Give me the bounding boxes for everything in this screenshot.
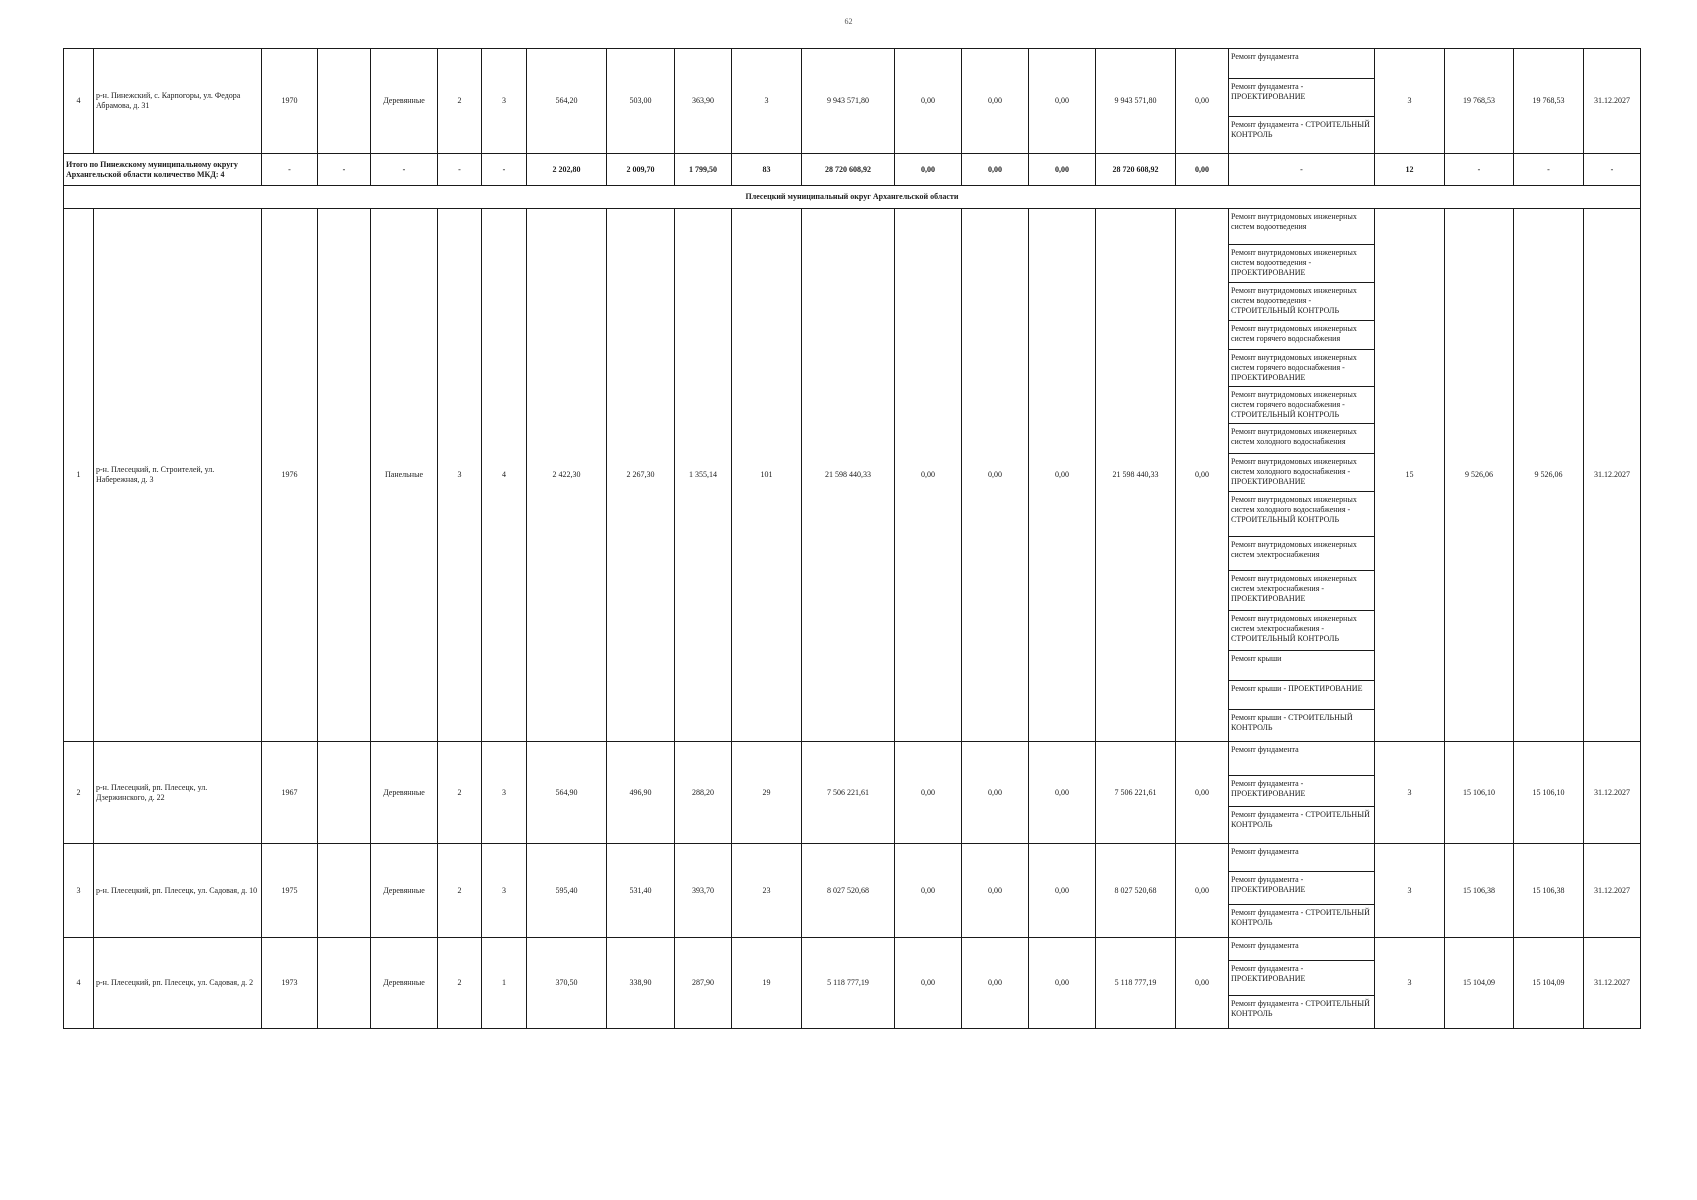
work-item: Ремонт внутридомовых инженерных систем горячего водоснабжения - ПРОЕКТИРОВАНИЕ	[1229, 350, 1375, 387]
work-count: 3	[1375, 742, 1445, 844]
floor-count: 3	[438, 209, 482, 742]
total-work-count: 12	[1375, 154, 1445, 186]
total-fund-a: 0,00	[895, 154, 962, 186]
work-item: Ремонт фундамента - СТРОИТЕЛЬНЫЙ КОНТРОЛЬ	[1229, 905, 1375, 938]
residential-area: 288,20	[675, 742, 732, 844]
row-number: 3	[64, 844, 94, 938]
fund-d: 21 598 440,33	[1096, 209, 1176, 742]
table-row	[64, 742, 1641, 776]
work-item: Ремонт фундамента	[1229, 49, 1375, 79]
floor-count: 2	[438, 49, 482, 154]
fund-d: 5 118 777,19	[1096, 938, 1176, 1029]
total-area: 564,90	[527, 742, 607, 844]
fund-e: 0,00	[1176, 49, 1229, 154]
total-dash: -	[482, 154, 527, 186]
total-cost: 7 506 221,61	[802, 742, 895, 844]
fund-b: 0,00	[962, 844, 1029, 938]
work-item: Ремонт внутридомовых инженерных систем электроснабжения - СТРОИТЕЛЬНЫЙ КОНТРОЛЬ	[1229, 611, 1375, 651]
work-item: Ремонт внутридомовых инженерных систем холодного водоснабжения - ПРОЕКТИРОВАНИЕ	[1229, 454, 1375, 492]
work-item: Ремонт фундамента - ПРОЕКТИРОВАНИЕ	[1229, 961, 1375, 996]
work-item: Ремонт фундамента	[1229, 742, 1375, 776]
year-built: 1967	[262, 742, 318, 844]
completion-date: 31.12.2027	[1584, 938, 1641, 1029]
total-dash: -	[1445, 154, 1514, 186]
work-count: 15	[1375, 209, 1445, 742]
work-item: Ремонт внутридомовых инженерных систем холодного водоснабжения - СТРОИТЕЛЬНЫЙ КОНТРОЛЬ	[1229, 492, 1375, 537]
total-area: 2 422,30	[527, 209, 607, 742]
total-label: Итого по Пинежскому муниципальному округу Архангельской области количество МКД: 4	[64, 154, 262, 186]
completion-date: 31.12.2027	[1584, 49, 1641, 154]
address: р-н. Пинежский, с. Карпогоры, ул. Федора Абрамова, д. 31	[94, 49, 262, 154]
unit-cost: 9 526,06	[1445, 209, 1514, 742]
total-area-residential: 1 799,50	[675, 154, 732, 186]
year-renovated	[318, 49, 371, 154]
work-item: Ремонт фундамента	[1229, 844, 1375, 872]
entrance-count: 1	[482, 938, 527, 1029]
fund-a: 0,00	[895, 938, 962, 1029]
work-item: Ремонт фундамента - СТРОИТЕЛЬНЫЙ КОНТРОЛЬ	[1229, 807, 1375, 844]
work-item: Ремонт крыши - СТРОИТЕЛЬНЫЙ КОНТРОЛЬ	[1229, 710, 1375, 742]
fund-c: 0,00	[1029, 49, 1096, 154]
fund-c: 0,00	[1029, 844, 1096, 938]
total-cost: 5 118 777,19	[802, 938, 895, 1029]
row-number: 2	[64, 742, 94, 844]
work-count: 3	[1375, 49, 1445, 154]
section-title: Плесецкий муниципальный округ Архангельской области	[64, 186, 1641, 209]
fund-e: 0,00	[1176, 209, 1229, 742]
max-unit-cost: 15 106,38	[1514, 844, 1584, 938]
work-item: Ремонт крыши	[1229, 651, 1375, 681]
work-item: Ремонт фундамента - СТРОИТЕЛЬНЫЙ КОНТРОЛЬ	[1229, 996, 1375, 1029]
wall-material: Деревянные	[371, 742, 438, 844]
year-renovated	[318, 844, 371, 938]
page-number: 62	[844, 17, 853, 26]
fund-b: 0,00	[962, 938, 1029, 1029]
year-built: 1976	[262, 209, 318, 742]
year-built: 1970	[262, 49, 318, 154]
work-item: Ремонт фундамента - ПРОЕКТИРОВАНИЕ	[1229, 872, 1375, 905]
work-item: Ремонт внутридомовых инженерных систем водоотведения - СТРОИТЕЛЬНЫЙ КОНТРОЛЬ	[1229, 283, 1375, 321]
table-row	[64, 49, 1641, 79]
total-dash: -	[438, 154, 482, 186]
total-fund-b: 0,00	[962, 154, 1029, 186]
work-item: Ремонт внутридомовых инженерных систем горячего водоснабжения - СТРОИТЕЛЬНЫЙ КОНТРОЛЬ	[1229, 387, 1375, 424]
total-area: 564,20	[527, 49, 607, 154]
total-cost: 8 027 520,68	[802, 844, 895, 938]
wall-material: Панельные	[371, 209, 438, 742]
total-fund-d: 28 720 608,92	[1096, 154, 1176, 186]
max-unit-cost: 9 526,06	[1514, 209, 1584, 742]
work-item: Ремонт внутридомовых инженерных систем водоотведения - ПРОЕКТИРОВАНИЕ	[1229, 245, 1375, 283]
completion-date: 31.12.2027	[1584, 844, 1641, 938]
work-item: Ремонт внутридомовых инженерных систем холодного водоснабжения	[1229, 424, 1375, 454]
premises-area: 496,90	[607, 742, 675, 844]
table-row	[64, 938, 1641, 961]
wall-material: Деревянные	[371, 938, 438, 1029]
total-fund-e: 0,00	[1176, 154, 1229, 186]
work-item: Ремонт внутридомовых инженерных систем водоотведения	[1229, 209, 1375, 245]
floor-count: 2	[438, 844, 482, 938]
total-cost: 21 598 440,33	[802, 209, 895, 742]
total-residents: 83	[732, 154, 802, 186]
total-dash: -	[371, 154, 438, 186]
address: р-н. Плесецкий, рп. Плесецк, ул. Дзержинского, д. 22	[94, 742, 262, 844]
fund-e: 0,00	[1176, 742, 1229, 844]
fund-e: 0,00	[1176, 938, 1229, 1029]
total-dash: -	[262, 154, 318, 186]
entrance-count: 3	[482, 844, 527, 938]
fund-a: 0,00	[895, 844, 962, 938]
fund-c: 0,00	[1029, 742, 1096, 844]
total-dash: -	[1514, 154, 1584, 186]
resident-count: 23	[732, 844, 802, 938]
table-row	[64, 844, 1641, 872]
fund-d: 8 027 520,68	[1096, 844, 1176, 938]
resident-count: 19	[732, 938, 802, 1029]
row-number: 4	[64, 938, 94, 1029]
total-area: 370,50	[527, 938, 607, 1029]
fund-c: 0,00	[1029, 938, 1096, 1029]
resident-count: 29	[732, 742, 802, 844]
year-built: 1973	[262, 938, 318, 1029]
total-area: 595,40	[527, 844, 607, 938]
unit-cost: 15 106,38	[1445, 844, 1514, 938]
residential-area: 287,90	[675, 938, 732, 1029]
max-unit-cost: 15 104,09	[1514, 938, 1584, 1029]
work-item: Ремонт внутридомовых инженерных систем электроснабжения	[1229, 537, 1375, 571]
fund-a: 0,00	[895, 742, 962, 844]
completion-date: 31.12.2027	[1584, 742, 1641, 844]
fund-b: 0,00	[962, 49, 1029, 154]
entrance-count: 3	[482, 49, 527, 154]
total-dash: -	[318, 154, 371, 186]
premises-area: 2 267,30	[607, 209, 675, 742]
total-area-premises: 2 009,70	[607, 154, 675, 186]
work-item: Ремонт фундамента - ПРОЕКТИРОВАНИЕ	[1229, 776, 1375, 807]
year-renovated	[318, 209, 371, 742]
row-number: 4	[64, 49, 94, 154]
capital-repair-table	[63, 48, 1641, 1029]
entrance-count: 4	[482, 209, 527, 742]
residential-area: 393,70	[675, 844, 732, 938]
floor-count: 2	[438, 938, 482, 1029]
work-item: Ремонт фундамента	[1229, 938, 1375, 961]
address: р-н. Плесецкий, рп. Плесецк, ул. Садовая, д. 2	[94, 938, 262, 1029]
fund-a: 0,00	[895, 209, 962, 742]
resident-count: 101	[732, 209, 802, 742]
wall-material: Деревянные	[371, 844, 438, 938]
address: р-н. Плесецкий, п. Строителей, ул. Набережная, д. 3	[94, 209, 262, 742]
total-area-total: 2 202,80	[527, 154, 607, 186]
address: р-н. Плесецкий, рп. Плесецк, ул. Садовая, д. 10	[94, 844, 262, 938]
premises-area: 338,90	[607, 938, 675, 1029]
completion-date: 31.12.2027	[1584, 209, 1641, 742]
work-item: Ремонт фундамента - ПРОЕКТИРОВАНИЕ	[1229, 79, 1375, 117]
unit-cost: 19 768,53	[1445, 49, 1514, 154]
year-renovated	[318, 742, 371, 844]
total-cost-total: 28 720 608,92	[802, 154, 895, 186]
fund-c: 0,00	[1029, 209, 1096, 742]
fund-a: 0,00	[895, 49, 962, 154]
premises-area: 531,40	[607, 844, 675, 938]
fund-d: 9 943 571,80	[1096, 49, 1176, 154]
fund-d: 7 506 221,61	[1096, 742, 1176, 844]
year-renovated	[318, 938, 371, 1029]
unit-cost: 15 106,10	[1445, 742, 1514, 844]
residential-area: 363,90	[675, 49, 732, 154]
fund-e: 0,00	[1176, 844, 1229, 938]
work-item: Ремонт внутридомовых инженерных систем горячего водоснабжения	[1229, 321, 1375, 350]
max-unit-cost: 15 106,10	[1514, 742, 1584, 844]
entrance-count: 3	[482, 742, 527, 844]
work-item: Ремонт фундамента - СТРОИТЕЛЬНЫЙ КОНТРОЛЬ	[1229, 117, 1375, 154]
fund-b: 0,00	[962, 209, 1029, 742]
total-fund-c: 0,00	[1029, 154, 1096, 186]
total-cost: 9 943 571,80	[802, 49, 895, 154]
total-row	[64, 154, 1641, 186]
work-count: 3	[1375, 844, 1445, 938]
wall-material: Деревянные	[371, 49, 438, 154]
total-dash: -	[1229, 154, 1375, 186]
year-built: 1975	[262, 844, 318, 938]
work-count: 3	[1375, 938, 1445, 1029]
unit-cost: 15 104,09	[1445, 938, 1514, 1029]
total-dash: -	[1584, 154, 1641, 186]
section-row	[64, 186, 1641, 209]
row-number: 1	[64, 209, 94, 742]
residential-area: 1 355,14	[675, 209, 732, 742]
table-row	[64, 209, 1641, 245]
floor-count: 2	[438, 742, 482, 844]
work-item: Ремонт внутридомовых инженерных систем электроснабжения - ПРОЕКТИРОВАНИЕ	[1229, 571, 1375, 611]
work-item: Ремонт крыши - ПРОЕКТИРОВАНИЕ	[1229, 681, 1375, 710]
max-unit-cost: 19 768,53	[1514, 49, 1584, 154]
resident-count: 3	[732, 49, 802, 154]
premises-area: 503,00	[607, 49, 675, 154]
fund-b: 0,00	[962, 742, 1029, 844]
